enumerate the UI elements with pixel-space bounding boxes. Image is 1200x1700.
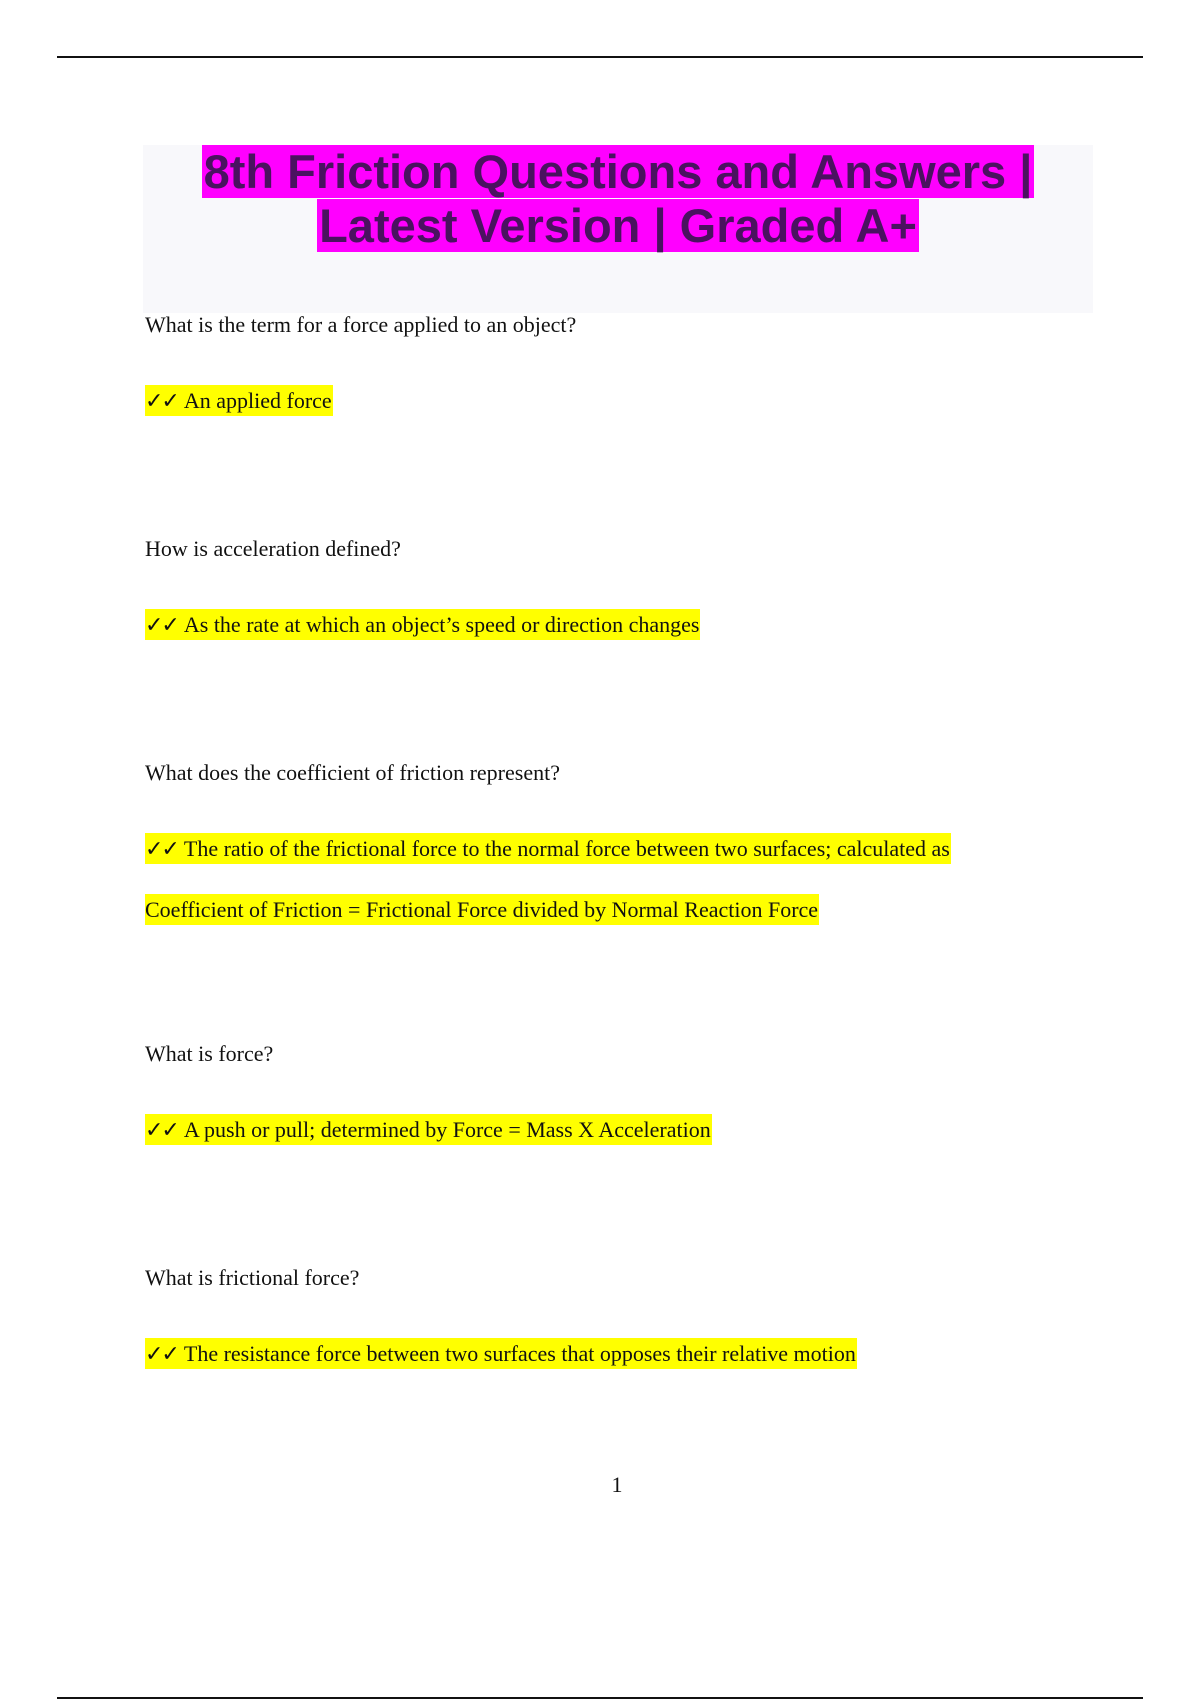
answer-3-continued: [145, 896, 819, 924]
question-1: What is the term for a force applied to an object?: [145, 312, 577, 337]
check-icon: ✓✓: [145, 837, 178, 862]
answer-3-continued-highlight: Coefficient of Friction = Frictional Force divided by Normal Reaction Force: [145, 894, 819, 925]
answer-5-text: The resistance force between two surfaces that opposes their relative motion: [183, 1341, 856, 1366]
question-4: What is force?: [145, 1041, 274, 1066]
check-icon: ✓✓: [145, 613, 178, 638]
answer-5-highlight: [145, 1338, 857, 1369]
question-5: What is frictional force?: [145, 1265, 360, 1290]
answer-1: [145, 387, 333, 416]
bottom-rule: [57, 1697, 1143, 1699]
check-icon: ✓✓: [145, 1342, 178, 1367]
title-line-1: 8th Friction Questions and Answers |: [203, 145, 1033, 198]
page-number: 1: [611, 1472, 623, 1497]
answer-4-highlight: [145, 1114, 712, 1145]
answer-1-highlight: [145, 385, 333, 416]
answer-3: [145, 835, 951, 864]
answer-2: [145, 611, 700, 640]
answer-4: [145, 1116, 712, 1145]
answer-4-text: A push or pull; determined by Force = Mass X Acceleration: [183, 1117, 711, 1142]
title-box: [143, 145, 1093, 313]
page-title: [143, 145, 1093, 253]
check-icon: ✓✓: [145, 389, 178, 414]
answer-3-text: The ratio of the frictional force to the normal force between two surfaces; calculated as: [183, 836, 950, 861]
answer-3-highlight: [145, 833, 951, 864]
title-line-2: Latest Version | Graded A+: [319, 199, 917, 252]
question-3: What does the coefficient of friction represent?: [145, 760, 560, 785]
answer-1-text: An applied force: [183, 388, 332, 413]
question-2: How is acceleration defined?: [145, 536, 401, 561]
answer-5: [145, 1340, 857, 1369]
check-icon: ✓✓: [145, 1118, 178, 1143]
top-rule: [57, 56, 1143, 58]
answer-2-highlight: [145, 609, 700, 640]
answer-2-text: As the rate at which an object’s speed or direction changes: [183, 612, 700, 637]
